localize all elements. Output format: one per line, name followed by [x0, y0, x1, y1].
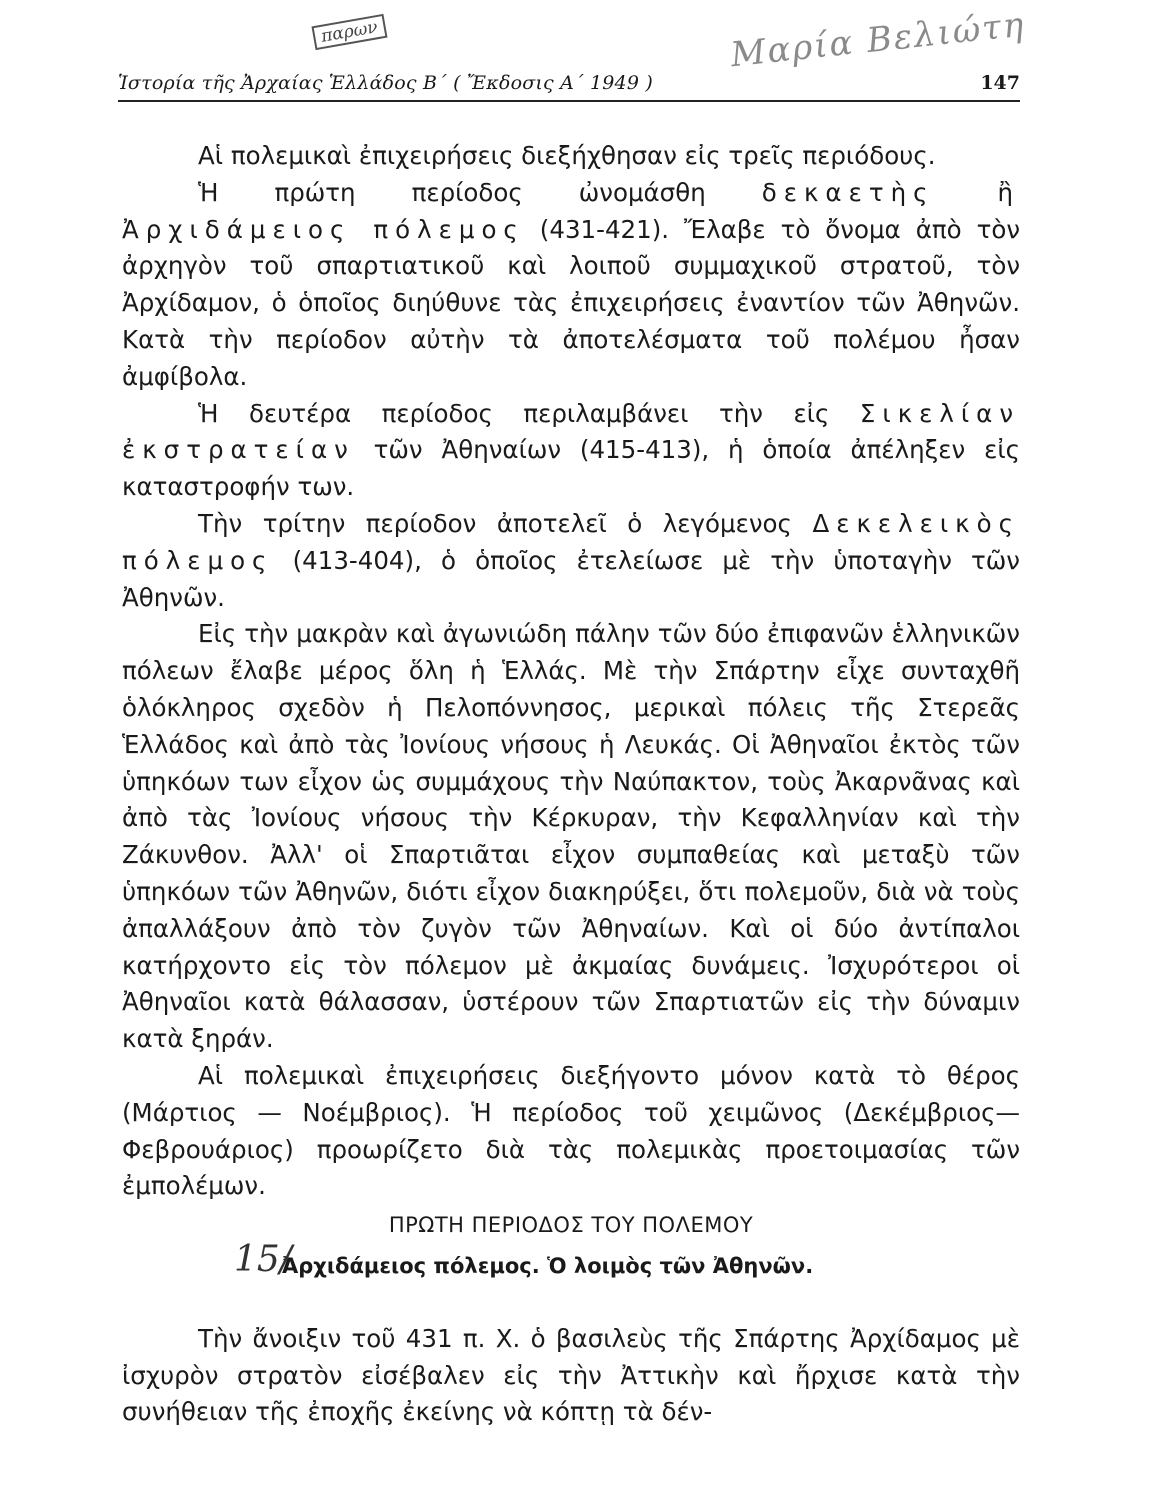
paragraph-text: Τὴν τρίτην περίοδον ἀποτελεῖ ὁ λεγόμενος: [198, 508, 813, 538]
paragraph-alliances: [122, 616, 1020, 1058]
paragraph-text: Αἱ πολεμικαὶ ἐπιχειρήσεις διεξήγοντο μόνον κατὰ τὸ θέρος (Μάρτιος — Νοέμβριος). Ἡ περίοδος τοῦ χειμῶνος (Δεκέμβριος— Φεβρουάριος) προωρίζετο διὰ τὰς πολεμικὰς προετοιμασίας τῶν ἐμπολέμων.: [122, 1060, 1020, 1201]
spacer: [122, 1285, 1020, 1321]
spaced-term: Σικελίαν ἐκστρατείαν: [122, 398, 1020, 465]
page-body: [122, 138, 1020, 1431]
paragraph-text: Αἱ πολεμικαὶ ἐπιχειρήσεις διεξήχθησαν εἰς τρεῖς περιόδους.: [198, 141, 936, 170]
subsection-text: Ἀρχιδάμειος πόλεμος. Ὁ λοιμὸς τῶν Ἀθηνῶν.: [282, 1253, 814, 1278]
paragraph-campaign-season: [122, 1058, 1020, 1205]
paragraph-text: Εἰς τὴν μακρὰν καὶ ἀγωνιώδη πάλην τῶν δύο ἐπιφανῶν ἑλληνικῶν πόλεων ἔλαβε μέρος ὅλη ἡ Ἑλλάς. Μὲ τὴν Σπάρτην εἶχε συνταχθῆ ὁλόκληρος σχεδὸν ἡ Πελοπόννησος, μερικαὶ πόλεις τῆς Στερεᾶς Ἑλλάδος καὶ ἀπὸ τὰς Ἰονίους νήσους ἡ Λευκάς. Οἱ Ἀθηναῖοι ἐκτὸς τῶν ὑπηκόων των εἶχον ὡς συμμάχους τὴν Ναύπακτον, τοὺς Ἀκαρνᾶνας καὶ ἀπὸ τὰς Ἰονίους νήσους τὴν Κέρκυραν, τὴν Κεφαλληνίαν καὶ τὴν Ζάκυνθον. Ἀλλ' οἱ Σπαρτιᾶται εἶχον συμπαθείας καὶ μεταξὺ τῶν ὑπηκόων τῶν Ἀθηνῶν, διότι εἶχον διακηρύξει, ὅτι πολεμοῦν, διὰ νὰ τοὺς ἀπαλλάξουν ἀπὸ τὸν ζυγὸν τῶν Ἀθηναίων. Καὶ οἱ δύο ἀντίπαλοι κατήρχοντο εἰς τὸν πόλεμον μὲ ἀκμαίας δυνάμεις. Ἰσχυρότεροι οἱ Ἀθηναῖοι κατὰ θάλασσαν, ὑστέρουν τῶν Σπαρτιατῶν εἰς τὴν δύναμιν κατὰ ξηράν.: [122, 619, 1020, 1054]
paragraph-invasion: [122, 1321, 1020, 1431]
paragraph-text: (431-421). Ἔλαβε τὸ ὄνομα ἀπὸ τὸν ἀρχηγὸν τοῦ σπαρτιατικοῦ καὶ λοιποῦ συμμαχικοῦ στρατοῦ, τὸν Ἀρχίδαμον, ὁ ὁποῖος διηύθυνε τὰς ἐπιχειρήσεις ἐναντίον τῶν Ἀθηνῶν. Κατὰ τὴν περίοδον αὐτὴν τὰ ἀποτελέσματα τοῦ πολέμου ἦσαν ἀμφίβολα.: [122, 214, 1020, 391]
running-header: [118, 72, 1020, 102]
spaced-term: Δεκελεικὸς πόλεμος: [122, 508, 1020, 575]
paragraph-text: Ἡ πρώτη περίοδος ὠνομάσθη: [198, 177, 762, 207]
margin-note: 15/: [234, 1238, 292, 1280]
paragraph-text: (413-404), ὁ ὁποῖος ἐτελείωσε μὲ τὴν ὑποταγὴν τῶν Ἀθηνῶν.: [122, 545, 1020, 612]
subsection-title: [122, 1238, 1020, 1285]
handwritten-signature: Μαρία Βελιώτη: [728, 4, 1028, 76]
paragraph-text: Τὴν ἄνοιξιν τοῦ 431 π. Χ. ὁ βασιλεὺς τῆς Σπάρτης Ἀρχίδαμος μὲ ἰσχυρὸν στρατὸν εἰσέβαλεν εἰς τὴν Ἀττικὴν καὶ ἤρχισε κατὰ τὴν συνήθειαν τῆς ἐποχῆς ἐκείνης νὰ κόπτῃ τὰ δέν-: [122, 1323, 1020, 1427]
paragraph-third-period: [122, 506, 1020, 616]
archive-stamp: παρων: [311, 14, 387, 50]
book-title: Ἱστορία τῆς Ἀρχαίας Ἑλλάδος Β΄ ( Ἔκδοσις Α΄ 1949 ): [118, 72, 653, 94]
spaced-term: δεκαετὴς ἢ Ἀρχιδάμειος πόλεμος: [122, 177, 1021, 244]
paragraph-second-period: [122, 396, 1020, 506]
paragraph-periods-intro: [122, 138, 1020, 175]
paragraph-first-period: [122, 175, 1020, 396]
page-number: 147: [980, 72, 1020, 94]
section-title: ΠΡΩΤΗ ΠΕΡΙΟΔΟΣ ΤΟΥ ΠΟΛΕΜΟΥ: [388, 1213, 754, 1238]
paragraph-text: τῶν Ἀθηναίων (415-413), ἡ ὁποία ἀπέληξεν εἰς καταστροφήν των.: [122, 435, 1020, 502]
paragraph-text: Ἡ δευτέρα περίοδος περιλαμβάνει τὴν εἰς: [198, 398, 860, 428]
